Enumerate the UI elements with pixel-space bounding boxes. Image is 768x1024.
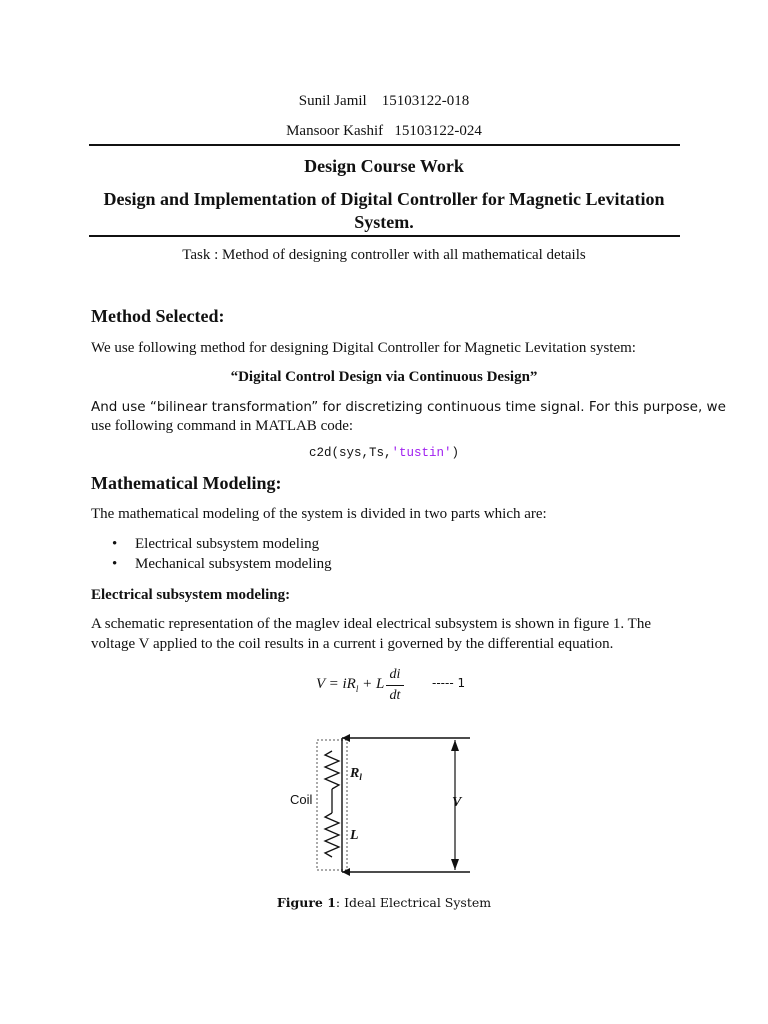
project-title-line-2: System. — [354, 212, 414, 232]
equation-lhs: $V = iR_l + L$ — [316, 676, 385, 694]
figure-number: Figure 1 — [276, 895, 336, 910]
project-title-line-1: Design and Implementation of Digital Controller for Magnetic Levitation — [103, 189, 665, 209]
top-rule — [89, 144, 680, 146]
resistor-symbol — [325, 751, 339, 789]
modeling-intro: The mathematical modeling of the system is divided in two parts which are: — [91, 506, 547, 522]
fraction-numerator: di — [389, 667, 401, 682]
electrical-para-line-2: voltage V applied to the coil results in a current i governed by the differential equation. — [91, 636, 614, 652]
bilinear-line-1: And use “bilinear transformation” for discretizing continuous time signal. For this purpose, we — [91, 399, 726, 415]
method-intro: We use following method for designing Digital Controller for Magnetic Levitation system: — [91, 340, 636, 356]
author-line-2 — [0, 123, 768, 140]
list-item: • Electrical subsystem modeling — [112, 535, 332, 555]
voltage-arrow-up-icon — [451, 740, 459, 751]
inductor-symbol — [325, 813, 339, 857]
matlab-code — [0, 446, 768, 460]
coil-circuit-diagram — [270, 725, 490, 885]
course-title: Design Course Work — [304, 156, 464, 176]
top-arrow-icon — [342, 734, 350, 742]
equation-number: ----- 1 — [432, 676, 466, 690]
list-item: • Mechanical subsystem modeling — [112, 555, 332, 575]
code-call: c2d(sys,Ts, — [308, 446, 392, 460]
modeling-heading: Mathematical Modeling: — [91, 473, 282, 493]
electrical-subheading: Electrical subsystem modeling: — [91, 587, 291, 603]
author-line-1 — [0, 93, 768, 110]
voltage-arrow-down-icon — [451, 859, 459, 870]
coil-label: Coil — [290, 792, 313, 807]
author-id: 15103122-018 — [381, 93, 470, 109]
inductance-label: L — [350, 828, 359, 843]
bilinear-line-2: use following command in MATLAB code: — [91, 418, 354, 434]
method-quote: “Digital Control Design via Continuous Design” — [230, 369, 538, 385]
author-name: Sunil Jamil — [298, 93, 367, 109]
figure-caption-text: : Ideal Electrical System — [335, 895, 492, 910]
resistance-label: $R_l$ — [350, 766, 362, 782]
figure-caption — [0, 895, 768, 910]
method-heading: Method Selected: — [91, 306, 225, 326]
derivative-fraction — [386, 666, 404, 705]
bottom-rule — [89, 235, 680, 237]
author-name: Mansoor Kashif — [286, 123, 384, 139]
code-close: ) — [451, 446, 460, 460]
equation-subscript: l — [355, 684, 359, 694]
voltage-label: V — [452, 795, 462, 810]
electrical-para-line-1: A schematic representation of the maglev ideal electrical subsystem is shown in figure 1. The — [91, 616, 651, 632]
task-statement: Task : Method of designing controller with all mathematical details — [182, 247, 586, 263]
fraction-denominator: dt — [389, 688, 401, 703]
subsystem-list — [112, 535, 332, 574]
code-string: 'tustin' — [391, 446, 452, 460]
author-id: 15103122-024 — [394, 123, 482, 139]
bottom-arrow-icon — [342, 868, 350, 876]
